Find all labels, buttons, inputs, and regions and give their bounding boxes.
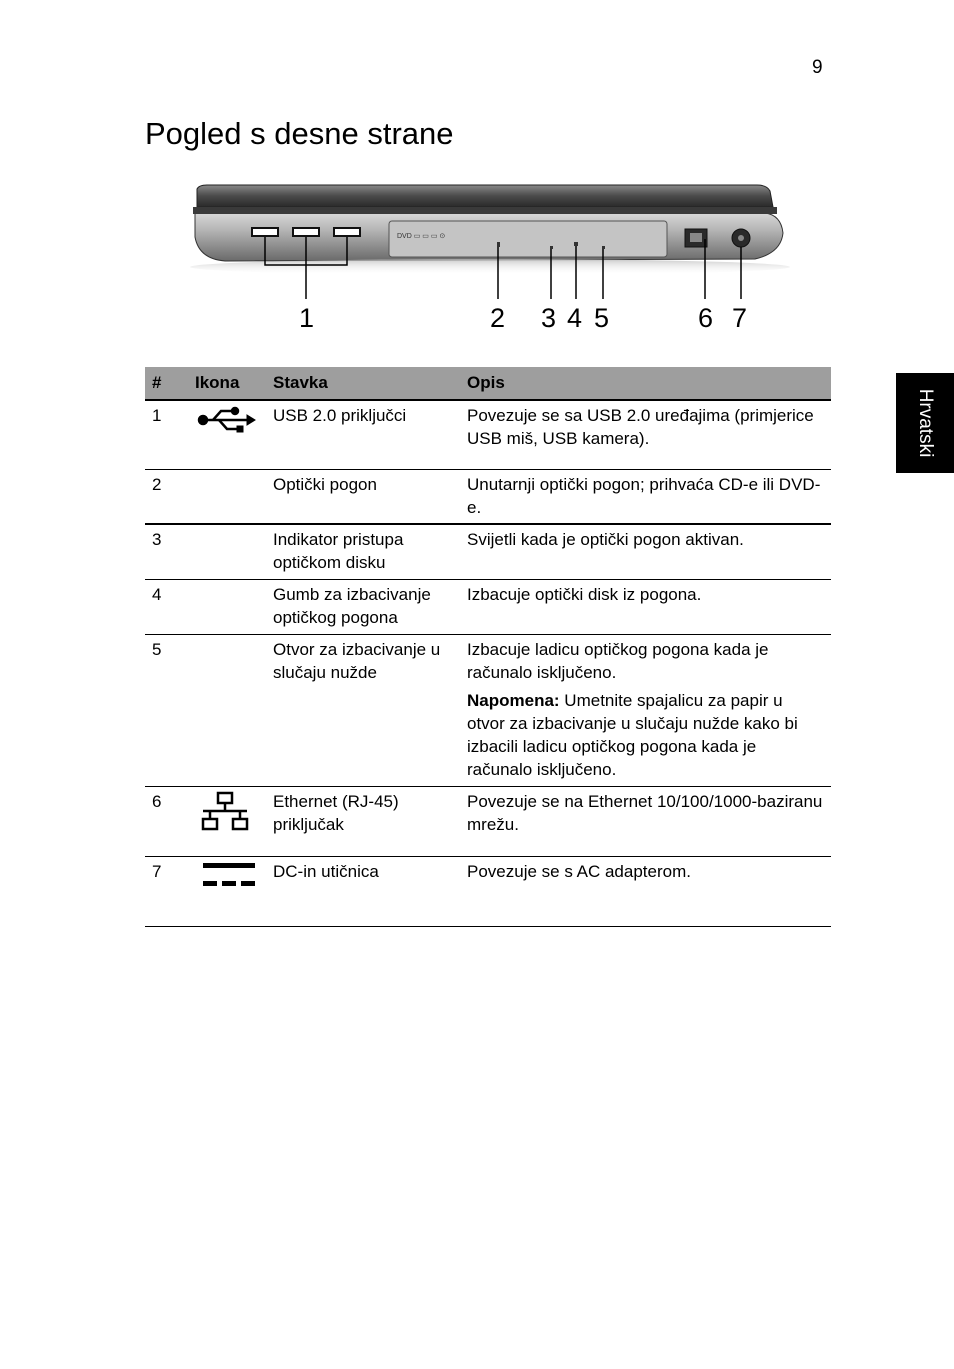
callout-1: 1 (299, 303, 315, 333)
header-num: # (145, 367, 195, 400)
page-number: 9 (812, 57, 823, 78)
dc-in-icon (195, 857, 273, 899)
usb-port-1 (252, 228, 278, 236)
table-row (145, 524, 831, 579)
row-item: Indikator pristupa optičkom disku (273, 530, 404, 572)
header-item: Stavka (273, 367, 467, 400)
row-item: DC-in utičnica (273, 861, 379, 881)
row-num: 6 (152, 791, 162, 811)
laptop-right-side-illustration (145, 175, 835, 345)
usb-icon (195, 401, 273, 443)
note-text: Umetnite spajalicu za papir u otvor za izbacivanje u slučaju nužde kako bi izbacili ladicu optičkog pogona kada je računalo isključeno. (467, 690, 798, 779)
row-num: 7 (152, 861, 162, 881)
callout-3: 3 (541, 303, 557, 333)
language-tab (896, 373, 954, 473)
row-num: 3 (152, 530, 162, 549)
callout-2: 2 (490, 303, 506, 333)
table-row (145, 579, 831, 634)
row-description: Svijetli kada je optički pogon aktivan. (467, 530, 744, 549)
table-row (145, 634, 831, 786)
row-num: 2 (152, 474, 162, 494)
row-num: 5 (152, 639, 162, 659)
row-item: Ethernet (RJ-45) priključak (273, 791, 399, 834)
row-description: Izbacuje ladicu optičkog pogona kada je računalo isključeno. (467, 639, 769, 682)
row-description: Unutarnji optički pogon; prihvaća CD-e ili DVD-e. (467, 474, 821, 517)
row-description: Povezuje se s AC adapterom. (467, 861, 691, 881)
note-label: Napomena: (467, 690, 560, 710)
language-tab-label: Hrvatski (915, 388, 936, 458)
usb-port-2 (293, 228, 319, 236)
table-row (145, 786, 831, 856)
row-note (467, 689, 823, 781)
row-num: 1 (152, 406, 162, 425)
callout-4: 4 (567, 303, 583, 333)
row-description: Povezuje se sa USB 2.0 uređajima (primjerice USB miš, USB kamera). (467, 406, 814, 448)
row-description: Izbacuje optički disk iz pogona. (467, 584, 702, 604)
table-header-row (145, 367, 831, 400)
ethernet-icon (195, 787, 273, 839)
row-item: Otvor za izbacivanje u slučaju nužde (273, 639, 441, 682)
usb-port-3 (334, 228, 360, 236)
laptop-lid (197, 185, 773, 207)
right-side-components-table (145, 367, 831, 927)
callout-5: 5 (594, 303, 610, 333)
row-item: USB 2.0 priključci (273, 406, 407, 425)
row-item: Optički pogon (273, 474, 377, 494)
row-num: 4 (152, 584, 162, 604)
row-description: Povezuje se na Ethernet 10/100/1000-baziranu mrežu. (467, 791, 823, 834)
table-row (145, 400, 831, 469)
svg-text:DVD ▭ ▭ ▭ ⊙: DVD ▭ ▭ ▭ ⊙ (397, 233, 446, 240)
table-row (145, 856, 831, 926)
callout-6: 6 (698, 303, 714, 333)
row-item: Gumb za izbacivanje optičkog pogona (273, 584, 431, 627)
callout-7: 7 (732, 303, 748, 333)
page-title: Pogled s desne strane (145, 116, 454, 151)
header-icon: Ikona (195, 367, 273, 400)
header-description: Opis (467, 367, 831, 400)
table-row (145, 469, 831, 524)
